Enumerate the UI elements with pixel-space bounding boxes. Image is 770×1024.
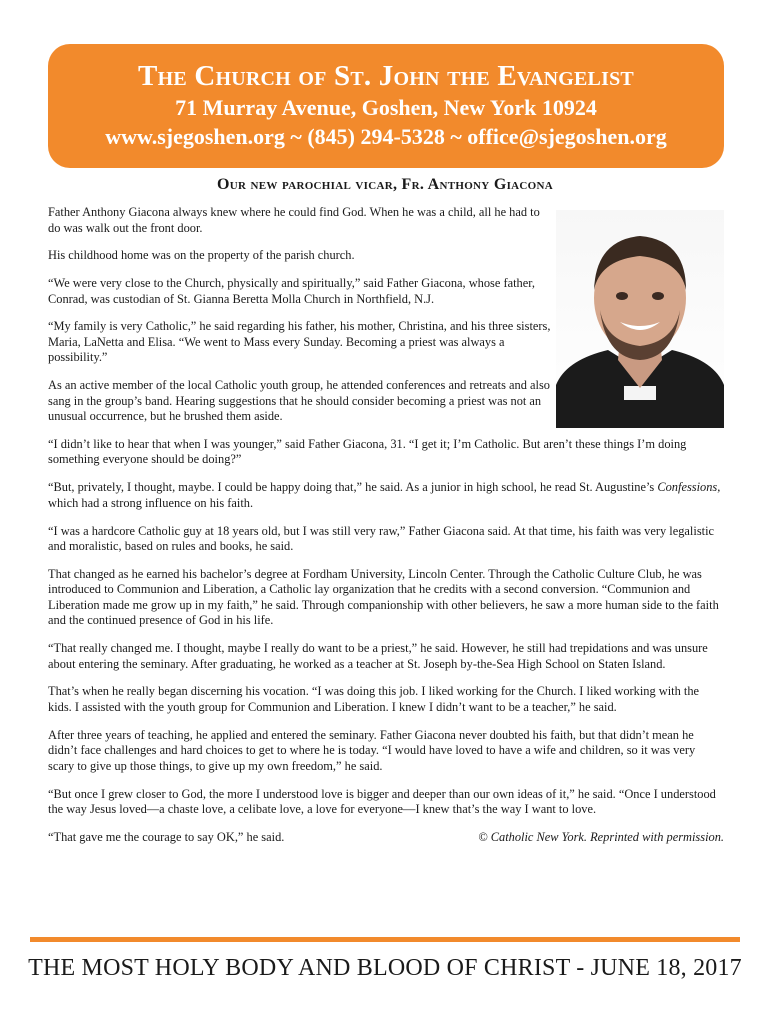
paragraph: “I was a hardcore Catholic guy at 18 years old, but I was still very raw,” Father Giacona said. At that time, his faith was very legalistic and moralistic, based on rules and books, he said. [48, 523, 715, 554]
closing-line: “That gave me the courage to say OK,” he said. [48, 829, 285, 844]
closing-row [48, 830, 724, 846]
paragraph: Father Anthony Giacona always knew where he could find God. When he was a child, all he had to do was walk out the front door. [48, 205, 540, 235]
footer-date: THE MOST HOLY BODY AND BLOOD OF CHRIST - JUNE 18, 2017 [28, 955, 742, 981]
paragraph: “We were very close to the Church, physically and spiritually,” said Father Giacona, whose father, Conrad, was custodian of St. Gianna Beretta Molla Church in Northfield, N.J. [48, 276, 535, 306]
divider [30, 937, 740, 942]
paragraph: As an active member of the local Catholic youth group, he attended conferences and retreats and also sang in the group’s band. Hearing suggestions that he should consider becoming a priest was not an unusual occurrence, but he brushed them aside. [48, 378, 550, 424]
paragraph: “But once I grew closer to God, the more I understood love is bigger and deeper than our own ideas of it,” he said. “Once I understood the way Jesus loved—a chaste love, a celibate love, a love for everyone—I knew that’s the way I want to love. [48, 786, 716, 817]
paragraph: That changed as he earned his bachelor’s degree at Fordham University, Lincoln Center. Through the Catholic Culture Club, he was introduced to Communion and Liberation, a Catholic lay organization that he credits with a second conversion. “Communion and Liberation made me grow up in my faith,” he said. Through companionship with other believers, he saw a more human side to the faith and the continued presence of God in his life. [48, 566, 719, 628]
paragraph: “I didn’t like to hear that when I was younger,” said Father Giacona, 31. “I get it; I’m Catholic. But aren’t these things I’m doing something everyone should be doing?” [48, 436, 687, 467]
paragraph-text: which had a strong influence on his faith. [48, 495, 254, 510]
paragraph: “That really changed me. I thought, maybe I really do want to be a priest,” he said. However, he still had trepidations and was unsure about entering the seminary. After graduating, he worked as a teacher at St. Joseph by-the-Sea High School on Staten Island. [48, 641, 708, 671]
paragraph [48, 480, 724, 511]
reprint-credit: © Catholic New York. Reprinted with permission. [478, 829, 724, 844]
paragraph-text: “But, privately, I thought, maybe. I could be happy doing that,” he said. As a junior in high school, he read St. Augustine’s [48, 480, 658, 495]
church-address: 71 Murray Avenue, Goshen, New York 10924 [175, 95, 597, 120]
book-title: Confessions, [657, 480, 721, 495]
header-banner [48, 44, 724, 168]
paragraph: After three years of teaching, he applied and entered the seminary. Father Giacona never doubted his faith, but that didn’t mean he didn’t face challenges and hard choices to get to where he is today. “I would have loved to have a wife and children, so it was very scary to give up those things, to give up my own freedom,” he said. [48, 727, 696, 773]
article-body [48, 205, 724, 845]
paragraph: His childhood home was on the property of the parish church. [48, 248, 355, 263]
article-headline: Our new parochial vicar, Fr. Anthony Giacona [216, 176, 553, 193]
church-contact: www.sjegoshen.org ~ (845) 294-5328 ~ office@sjegoshen.org [105, 124, 667, 149]
paragraph: That’s when he really began discerning his vocation. “I was doing this job. I liked working for the Church. I liked working with the kids. I assisted with the youth group for Communion and Liberation. I knew I didn’t want to be a teacher,” he said. [48, 684, 700, 714]
church-name: The Church of St. John the Evangelist [138, 60, 634, 92]
paragraph: “My family is very Catholic,” he said regarding his father, his mother, Christina, and his three sisters, Maria, LaNetta and Elisa. “We went to Mass every Sunday. Becoming a priest was always a possibility.” [48, 319, 551, 365]
